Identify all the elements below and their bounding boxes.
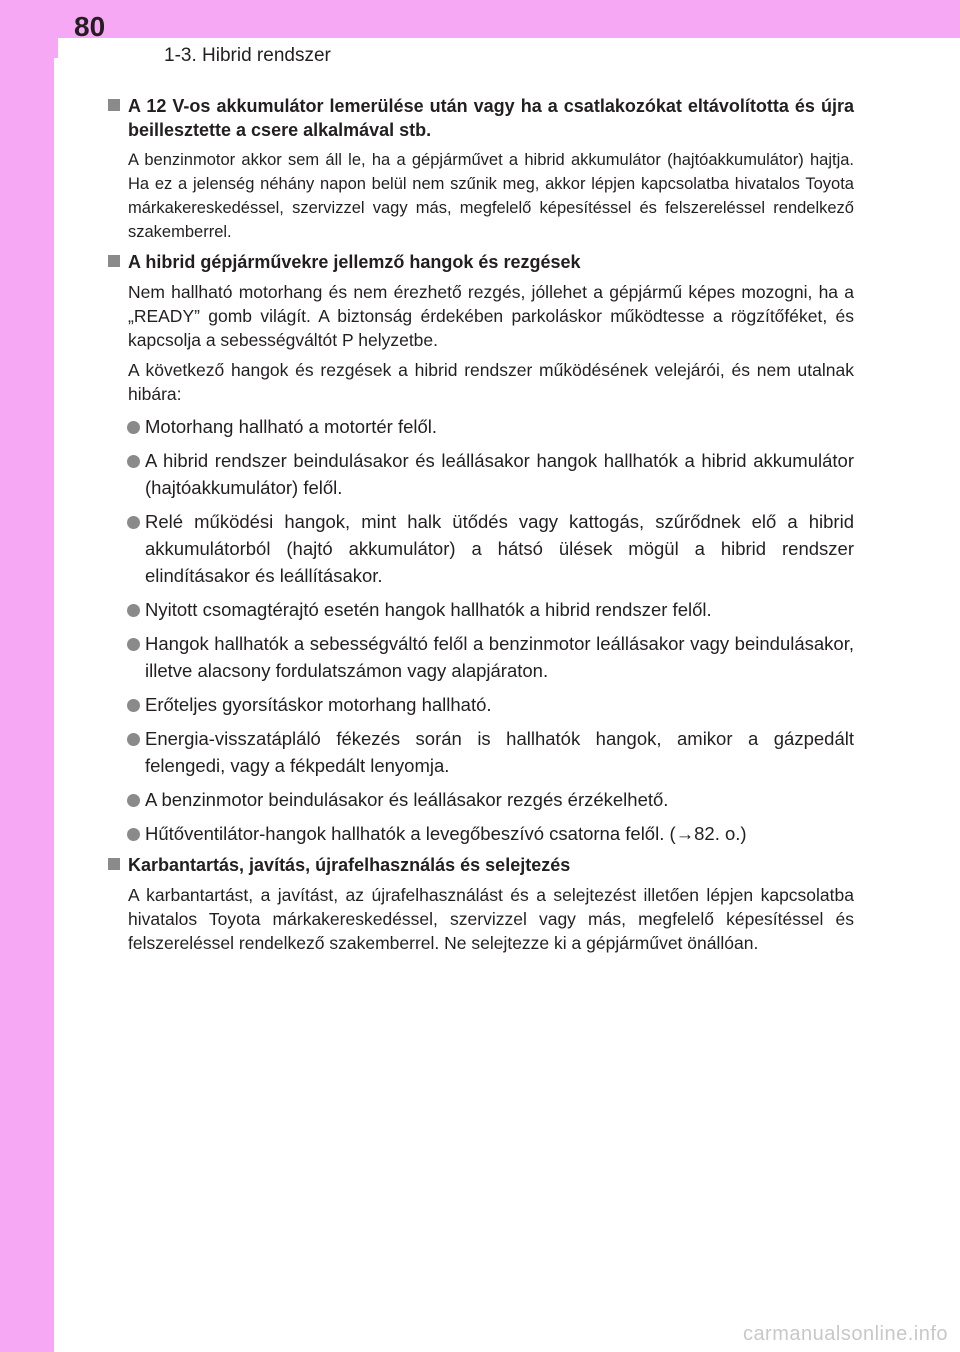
list-item: Erőteljes gyorsításkor motorhang hallható. — [108, 691, 854, 718]
circle-bullet-icon — [127, 699, 140, 712]
paragraph: A karbantartást, a javítást, az újrafelhasználást és a selejtezést illetően lépjen kapcsolatba hivatalos Toyota márkakereskedéssel, szervizzel vagy más, megfelelő képesítéssel és felszereléssel rendelkező szakemberrel. Ne selejtezze ki a gépjárművet önállóan. — [128, 885, 854, 953]
section-battery — [108, 94, 854, 244]
page-number: 80 — [74, 11, 106, 42]
page-content — [108, 94, 854, 961]
list-item: A benzinmotor beindulásakor és leállásakor rezgés érzékelhető. — [108, 786, 854, 813]
section-heading: Karbantartás, javítás, újrafelhasználás és selejtezés — [108, 853, 854, 877]
list-item: Nyitott csomagtérajtó esetén hangok hallhatók a hibrid rendszer felől. — [108, 596, 854, 623]
circle-bullet-icon — [127, 604, 140, 617]
section-heading: A 12 V-os akkumulátor lemerülése után vagy ha a csatlakozókat eltávolította és újra beillesztette a csere alkalmával stb. — [108, 94, 854, 142]
section-maintenance — [108, 853, 854, 955]
circle-bullet-icon — [127, 828, 140, 841]
square-bullet-icon — [108, 858, 120, 870]
list-item: Relé működési hangok, mint halk ütődés vagy kattogás, szűrődnek elő a hibrid akkumulátorból (hajtó akkumulátor) a hátsó ülések mögül a hibrid rendszer elindításakor és leállításakor. — [108, 508, 854, 589]
circle-bullet-icon — [127, 638, 140, 651]
circle-bullet-icon — [127, 421, 140, 434]
section-sounds — [108, 250, 854, 847]
section-title: 1-3. Hibrid rendszer — [164, 45, 331, 66]
list-item: Energia-visszatápláló fékezés során is hallhatók hangok, amikor a gázpedált felengedi, vagy a fékpedált lenyomja. — [108, 725, 854, 779]
square-bullet-icon — [108, 255, 120, 267]
list-item: Hűtőventilátor-hangok hallhatók a levegőbeszívó csatorna felől. (→82. o.) — [108, 820, 854, 847]
circle-bullet-icon — [127, 516, 140, 529]
square-bullet-icon — [108, 99, 120, 111]
circle-bullet-icon — [127, 733, 140, 746]
list-item: Motorhang hallható a motortér felől. — [108, 413, 854, 440]
list-item: Hangok hallhatók a sebességváltó felől a benzinmotor leállásakor vagy beindulásakor, illetve alacsony fordulatszámon vagy alapjáraton. — [108, 630, 854, 684]
list-item: A hibrid rendszer beindulásakor és leállásakor hangok hallhatók a hibrid akkumulátor (hajtóakkumulátor) felől. — [108, 447, 854, 501]
paragraph: A következő hangok és rezgések a hibrid rendszer működésének velejárói, és nem utalnak hibára: — [128, 360, 854, 404]
watermark: carmanualsonline.info — [742, 1323, 948, 1345]
paragraph: Nem hallható motorhang és nem érezhető rezgés, jóllehet a gépjármű képes mozogni, ha a „READY” gomb világít. A biztonság érdekében parkoláskor működtesse a rögzítőféket, és kapcsolja a sebességváltót P helyzetbe. — [128, 282, 854, 350]
circle-bullet-icon — [127, 455, 140, 468]
page-side-band — [0, 0, 54, 1352]
section-heading: A hibrid gépjárművekre jellemző hangok és rezgések — [108, 250, 854, 274]
circle-bullet-icon — [127, 794, 140, 807]
paragraph: A benzinmotor akkor sem áll le, ha a gépjárművet a hibrid akkumulátor (hajtóakkumulátor) hajtja. Ha ez a jelenség néhány napon belül nem szűnik meg, akkor lépjen kapcsolatba hivatalos Toyota márkakereskedéssel, szervizzel vagy más, megfelelő képesítéssel és felszereléssel rendelkező szakemberrel. — [128, 151, 854, 241]
